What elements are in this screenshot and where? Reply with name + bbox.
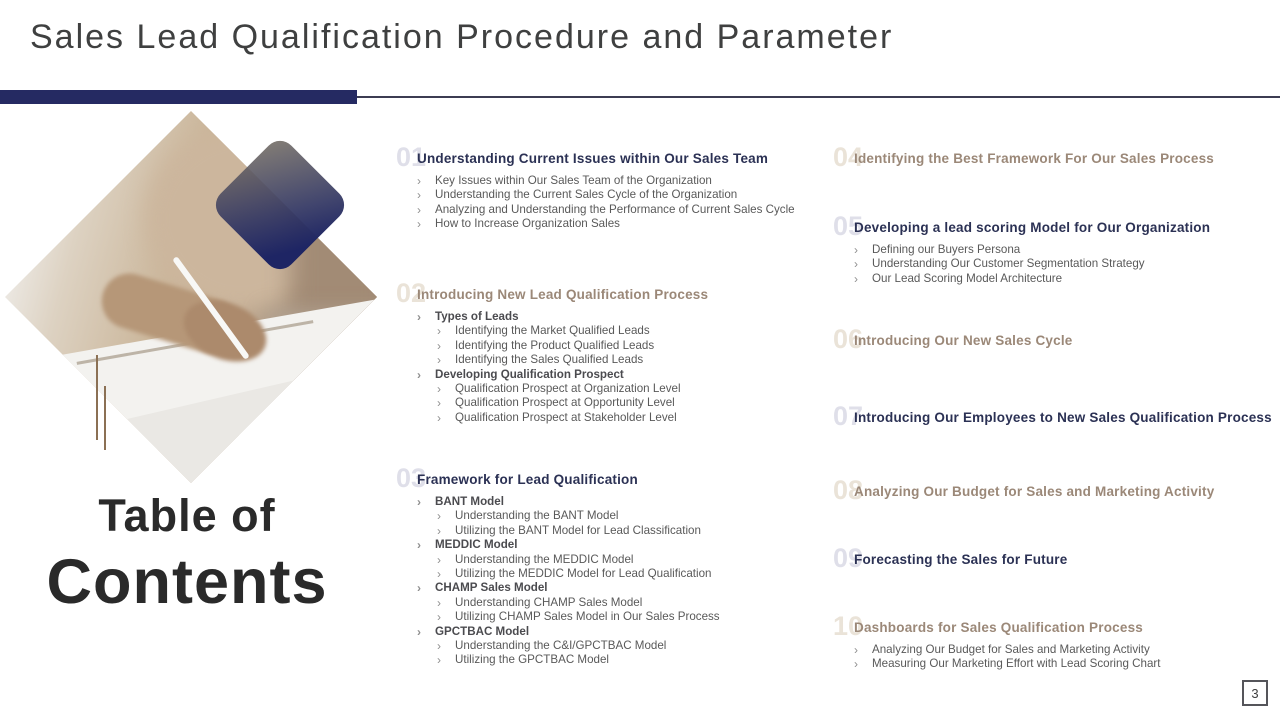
toc-item	[854, 272, 1280, 286]
toc-item	[437, 524, 836, 538]
chevron-bullet-icon: ›	[437, 509, 441, 524]
section-title: Introducing Our New Sales Cycle	[854, 333, 1073, 348]
toc-section-10	[833, 613, 1280, 672]
section-title: Analyzing Our Budget for Sales and Marketing Activity	[854, 484, 1215, 499]
chevron-bullet-icon: ›	[417, 581, 421, 596]
section-title: Identifying the Best Framework For Our Sales Process	[854, 151, 1215, 166]
toc-section-02	[396, 280, 836, 425]
toc-item	[854, 643, 1280, 657]
section-title: Understanding Current Issues within Our Sales Team	[417, 151, 769, 166]
toc-item-label: Defining our Buyers Persona	[872, 243, 1021, 256]
toc-item-label: Utilizing the MEDDIC Model for Lead Qualification	[455, 567, 712, 581]
toc-section-05	[833, 213, 1280, 286]
toc-section-06	[833, 326, 1280, 356]
toc-item-label: Key Issues within Our Sales Team of the Organization	[435, 174, 712, 187]
section-number: 10	[833, 611, 864, 641]
header-accent-bar	[0, 90, 357, 104]
section-number: 04	[833, 142, 864, 172]
toc-item	[417, 495, 836, 509]
toc-item-label: Identifying the Market Qualified Leads	[455, 324, 650, 338]
page-number-badge	[1242, 680, 1268, 706]
chevron-bullet-icon: ›	[437, 653, 441, 668]
section-number: 02	[396, 278, 427, 308]
toc-section-03	[396, 465, 836, 668]
section-items	[854, 243, 1280, 286]
toc-item	[437, 610, 836, 624]
chevron-bullet-icon: ›	[417, 495, 421, 509]
toc-item	[417, 581, 836, 595]
chevron-bullet-icon: ›	[854, 257, 858, 272]
chevron-bullet-icon: ›	[437, 396, 441, 411]
toc-item	[437, 653, 836, 667]
toc-item	[417, 625, 836, 639]
toc-item-label: MEDDIC Model	[435, 538, 518, 552]
toc-item-label: Understanding Our Customer Segmentation Strategy	[872, 257, 1145, 271]
toc-section-08	[833, 477, 1280, 507]
toc-heading	[7, 490, 367, 618]
chevron-bullet-icon: ›	[854, 271, 858, 286]
chevron-bullet-icon: ›	[854, 657, 858, 672]
toc-section-04	[833, 144, 1280, 174]
chevron-bullet-icon: ›	[437, 338, 441, 353]
toc-item-label: Developing Qualification Prospect	[435, 367, 624, 381]
chevron-bullet-icon: ›	[437, 595, 441, 610]
chevron-bullet-icon: ›	[437, 552, 441, 567]
toc-item-label: Understanding the C&I/GPCTBAC Model	[455, 639, 667, 653]
chevron-bullet-icon: ›	[437, 523, 441, 538]
section-items	[417, 310, 836, 425]
page-number: 3	[1251, 685, 1259, 701]
section-number: 01	[396, 142, 427, 172]
section-title: Developing a lead scoring Model for Our Organization	[854, 220, 1211, 235]
toc-item-label: Types of Leads	[435, 310, 519, 323]
header-divider-line	[357, 96, 1280, 98]
section-items	[417, 174, 836, 232]
toc-item	[417, 188, 836, 202]
chevron-bullet-icon: ›	[437, 353, 441, 368]
slide-title: Sales Lead Qualification Procedure and Parameter	[30, 18, 894, 56]
section-items	[417, 495, 836, 668]
section-number: 08	[833, 475, 864, 505]
section-title: Framework for Lead Qualification	[417, 472, 638, 487]
section-number: 05	[833, 211, 864, 241]
toc-item	[437, 411, 836, 425]
toc-item	[417, 174, 836, 188]
toc-item	[417, 538, 836, 552]
toc-item	[437, 639, 836, 653]
person-writing-photo	[5, 111, 377, 483]
toc-heading-line2: Contents	[46, 547, 328, 617]
toc-item-label: Understanding CHAMP Sales Model	[455, 595, 643, 609]
toc-item	[437, 567, 836, 581]
toc-item-label: Analyzing Our Budget for Sales and Marketing Activity	[872, 643, 1150, 656]
toc-section-07	[833, 403, 1280, 433]
toc-item-label: Identifying the Product Qualified Leads	[455, 338, 655, 352]
toc-item-label: Utilizing the GPCTBAC Model	[455, 653, 609, 667]
toc-heading-line1: Table of	[98, 490, 276, 541]
toc-item	[437, 596, 836, 610]
toc-item	[437, 553, 836, 567]
decorative-line-2	[104, 386, 106, 450]
chevron-bullet-icon: ›	[437, 382, 441, 397]
chevron-bullet-icon: ›	[417, 538, 421, 553]
toc-item-label: How to Increase Organization Sales	[435, 217, 620, 231]
toc-item	[437, 353, 836, 367]
toc-item-label: CHAMP Sales Model	[435, 581, 548, 595]
chevron-bullet-icon: ›	[437, 324, 441, 339]
toc-item-label: Utilizing CHAMP Sales Model in Our Sales Process	[455, 610, 720, 624]
chevron-bullet-icon: ›	[854, 243, 858, 257]
toc-item-label: Qualification Prospect at Opportunity Level	[455, 396, 675, 410]
toc-item-label: BANT Model	[435, 495, 504, 508]
toc-item	[437, 324, 836, 338]
toc-item-label: Measuring Our Marketing Effort with Lead Scoring Chart	[872, 657, 1161, 671]
section-title: Dashboards for Sales Qualification Process	[854, 620, 1143, 635]
section-items	[854, 643, 1280, 672]
toc-item-label: GPCTBAC Model	[435, 624, 530, 638]
section-number: 03	[396, 463, 427, 493]
toc-item	[854, 657, 1280, 671]
section-title: Introducing Our Employees to New Sales Qualification Process	[854, 410, 1272, 425]
decorative-line-1	[96, 355, 98, 440]
chevron-bullet-icon: ›	[437, 639, 441, 654]
toc-section-01	[396, 144, 836, 232]
chevron-bullet-icon: ›	[417, 624, 421, 639]
toc-item	[417, 368, 836, 382]
toc-item	[437, 382, 836, 396]
section-number: 07	[833, 401, 864, 431]
chevron-bullet-icon: ›	[417, 310, 421, 324]
section-title: Forecasting the Sales for Future	[854, 552, 1068, 567]
toc-item-label: Qualification Prospect at Stakeholder Level	[455, 410, 677, 424]
toc-item	[417, 203, 836, 217]
toc-item	[417, 310, 836, 324]
chevron-bullet-icon: ›	[417, 367, 421, 382]
chevron-bullet-icon: ›	[437, 610, 441, 625]
toc-item-label: Understanding the BANT Model	[455, 509, 619, 523]
toc-item-label: Qualification Prospect at Organization Level	[455, 382, 681, 396]
toc-item	[854, 257, 1280, 271]
toc-item	[417, 217, 836, 231]
toc-item	[437, 509, 836, 523]
chevron-bullet-icon: ›	[417, 202, 421, 217]
toc-item-label: Understanding the MEDDIC Model	[455, 552, 634, 566]
chevron-bullet-icon: ›	[437, 567, 441, 582]
toc-item-label: Identifying the Sales Qualified Leads	[455, 353, 644, 367]
chevron-bullet-icon: ›	[437, 410, 441, 425]
section-number: 06	[833, 324, 864, 354]
toc-item-label: Our Lead Scoring Model Architecture	[872, 271, 1063, 285]
toc-item-label: Analyzing and Understanding the Performance of Current Sales Cycle	[435, 202, 795, 216]
section-title: Introducing New Lead Qualification Process	[417, 287, 709, 302]
toc-item-label: Utilizing the BANT Model for Lead Classification	[455, 523, 701, 537]
toc-item	[854, 243, 1280, 257]
chevron-bullet-icon: ›	[854, 643, 858, 657]
toc-item	[437, 396, 836, 410]
toc-item	[437, 339, 836, 353]
toc-section-09	[833, 545, 1280, 575]
section-number: 09	[833, 543, 864, 573]
chevron-bullet-icon: ›	[417, 174, 421, 188]
chevron-bullet-icon: ›	[417, 188, 421, 203]
toc-item-label: Understanding the Current Sales Cycle of the Organization	[435, 188, 738, 202]
chevron-bullet-icon: ›	[417, 217, 421, 232]
